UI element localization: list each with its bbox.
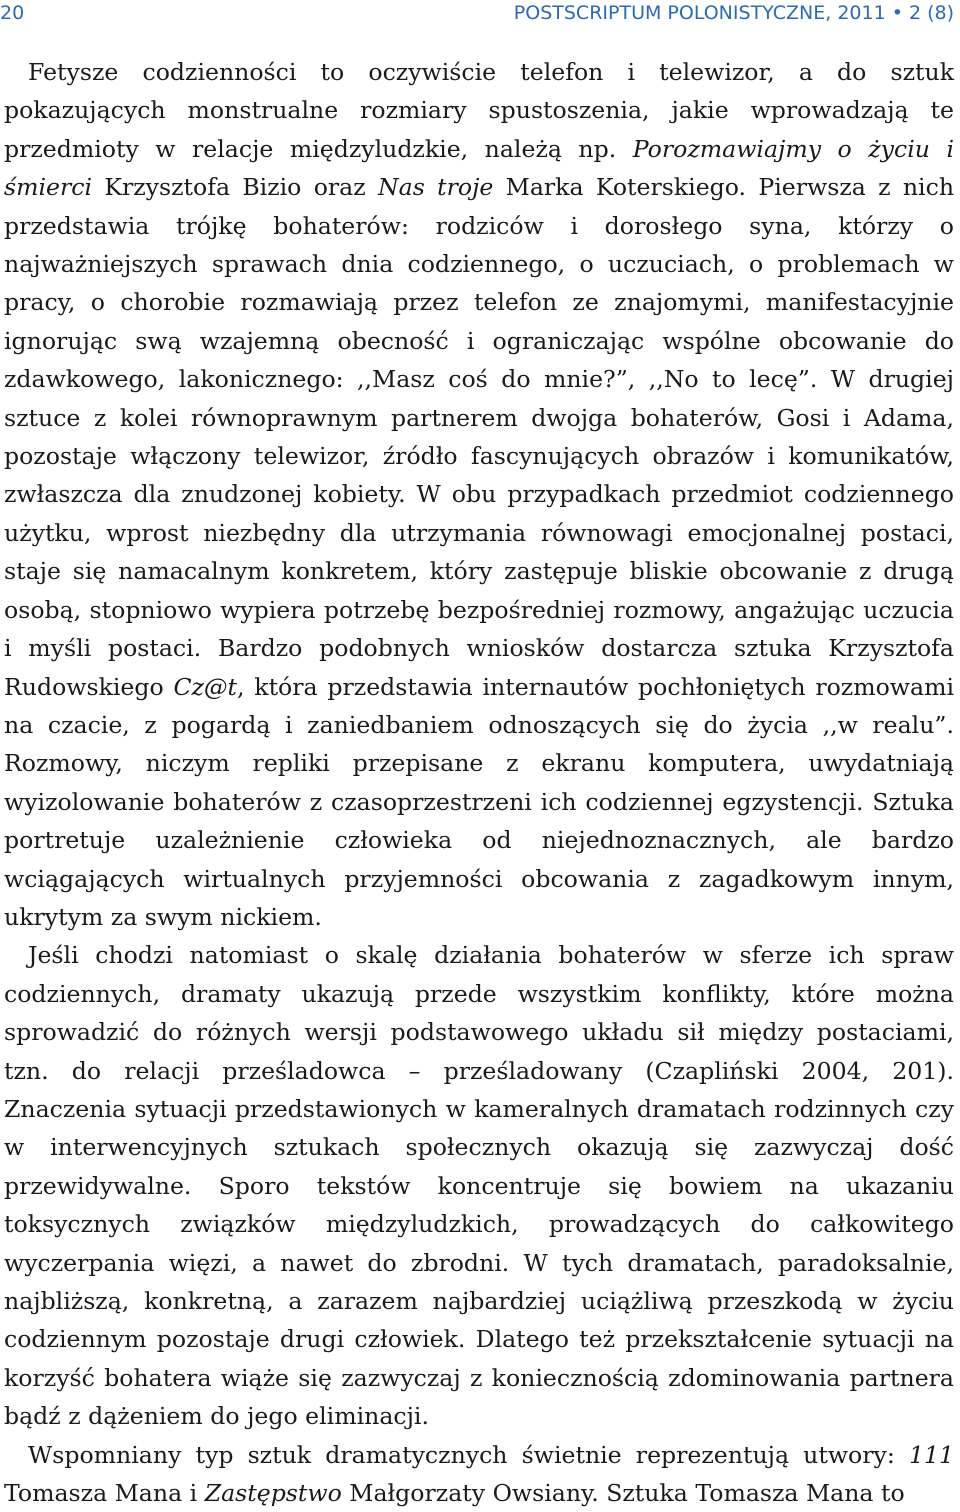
paragraph-3 <box>4 1436 954 1512</box>
text-run: Fetysze codzienności to oczywiście telefon i telewizor, a do sztuk pokazujących monstrualne rozmiary spustoszenia, jakie wprowadzają te przedmioty w relacje międzyludzkie, należą np. <box>4 58 954 163</box>
running-head: POSTSCRIPTUM POLONISTYCZNE, 2011 • 2 (8) <box>513 2 954 24</box>
page-number: 20 <box>0 2 25 24</box>
text-run: Tomasza Mana i <box>4 1479 205 1508</box>
title-italic: Nas troje <box>377 173 494 202</box>
text-run: , która przedstawia internautów pochłoniętych rozmowami na czacie, z pogardą i zaniedbaniem odnoszących się do życia ,,w realu”. Rozmowy, niczym repliki przepisane z ekranu komputera, uwydatniają wyizolowanie bohaterów z czasoprzestrzeni ich codziennej egzystencji. Sztuka portretuje uzależnienie człowieka od niejednoznacznych, ale bardzo wciągających wirtualnych przyjemności obcowania z zagadkowym innym, ukrytym za swym nickiem. <box>4 672 954 931</box>
title-italic: 111 <box>908 1440 954 1469</box>
title-italic: Zastępstwo <box>204 1479 342 1508</box>
page-header <box>0 0 960 26</box>
paragraph-1 <box>4 53 954 936</box>
text-run: Krzysztofa Bizio oraz <box>92 173 378 202</box>
article-body <box>4 53 954 1512</box>
text-run: Jeśli chodzi natomiast o skalę działania bohaterów w sferze ich spraw codziennych, dramaty ukazują przede wszystkim konflikty, które można sprowadzić do różnych wersji podstawowego układu sił między postaciami, tzn. do relacji prześladowca – prześladowany (Czapliński 2004, 201). Znaczenia sytuacji przedstawionych w kameralnych dramatach rodzinnych czy w interwencyjnych sztukach społecznych okazują się zazwyczaj dość przewidywalne. Sporo tekstów koncentruje się bowiem na ukazaniu toksycznych związków międzyludzkich, prowadzących do całkowitego wyczerpania więzi, a nawet do zbrodni. W tych dramatach, paradoksalnie, najbliższą, konkretną, a zarazem najbardziej uciążliwą przeszkodą w życiu codziennym pozostaje drugi człowiek. Dlatego też przekształcenie sytuacji na korzyść bohatera wiąże się zazwyczaj z koniecznością zdominowania partnera bądź z dążeniem do jego eliminacji. <box>4 941 954 1431</box>
title-italic: Porozmawiajmy o życiu i śmierci <box>4 134 954 202</box>
text-run: Małgorzaty Owsiany. Sztuka Tomasza Mana to <box>341 1479 905 1508</box>
title-italic: Cz@t <box>173 672 238 701</box>
text-run: Wspomniany typ sztuk dramatycznych świetnie reprezentują utwory: <box>28 1440 909 1469</box>
text-run: Marka Koterskiego. Pierwsza z nich przedstawia trójkę bohaterów: rodziców i dorosłego syna, którzy o najważniejszych sprawach dnia codziennego, o uczuciach, o problemach w pracy, o chorobie rozmawiają przez telefon ze znajomymi, manifestacyjnie ignorując swą wzajemną obecność i ograniczając wspólne obcowanie do zdawkowego, lakonicznego: ,,Masz coś do mnie?”, ,,No to lecę”. W drugiej sztuce z kolei równoprawnym partnerem dwojga bohaterów, Gosi i Adama, pozostaje włączony telewizor, źródło fascynujących obrazów i komunikatów, zwłaszcza dla znudzonej kobiety. W obu przypadkach przedmiot codziennego użytku, wprost niezbędny dla utrzymania równowagi emocjonalnej postaci, staje się namacalnym konkretem, który zastępuje bliskie obcowanie z drugą osobą, stopniowo wypiera potrzebę bezpośredniej rozmowy, angażując uczucia i myśli postaci. Bardzo podobnych wniosków dostarcza sztuka Krzysztofa Rudowskiego <box>4 173 955 701</box>
paragraph-2 <box>4 936 954 1435</box>
